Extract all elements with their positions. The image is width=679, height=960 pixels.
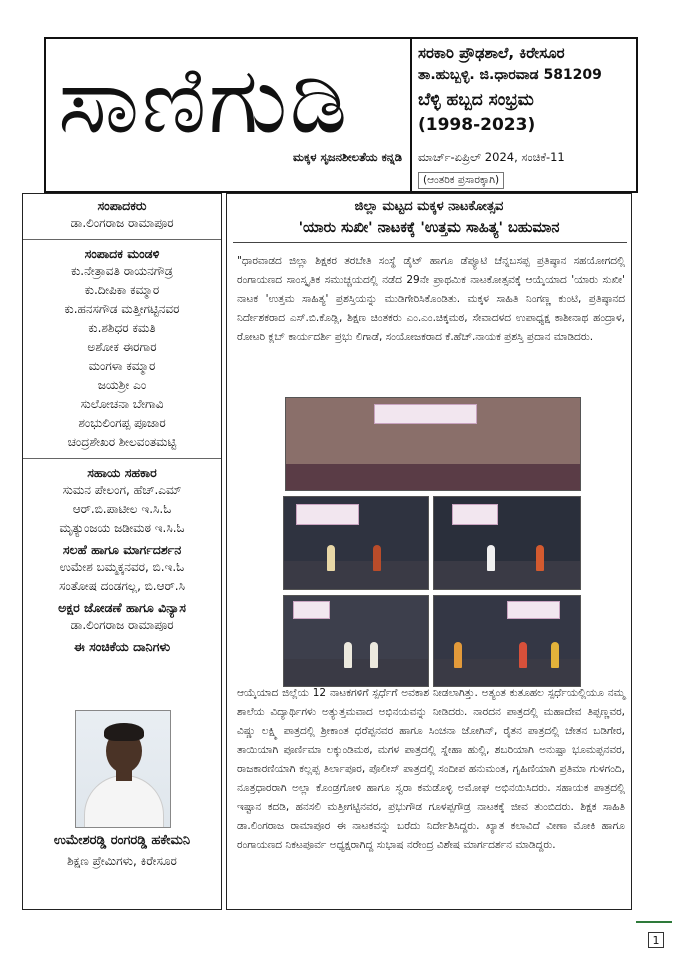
article-paragraph-1: "ಧಾರವಾಡದ ಜಿಲ್ಲಾ ಶಿಕ್ಷಕರ ತರಬೇತಿ ಸಂಸ್ಥೆ ಡೈಟ್ ಹಾಗೂ ಡೆಪ್ಯೂಟಿ ಚೆನ್ನಬಸಪ್ಪ ಪ್ರತಿಷ್ಠಾನ ಸಹಯೋಗದಲ್ಲಿ ರಂಗಾಯಣದ ಸಾಂಸ್ಕೃತಿಕ ಸಮುಚ್ಚಯದಲ್ಲಿ ನಡೆದ 29ನೇ ಪ್ರಾಥಮಿಕ ನಾಟಕೋತ್ಸವಕ್ಕೆ ಆಯ್ಕೆಯಾದ 'ಯಾರು ಸುಖೀ' ನಾಟಕ 'ಉತ್ತಮ ಸಾಹಿತ್ಯ' ಪ್ರಶಸ್ತಿಯನ್ನು ಮುಡಿಗೇರಿಸಿಕೊಂಡಿತು. ಮಕ್ಕಳ ಸಾಹಿತಿ ನಿಂಗಣ್ಣ ಕುಂಟಿ, ಪ್ರತಿಷ್ಠಾನದ ನಿರ್ದೇಶಕರಾದ ಎಸ್.ಬಿ.ಕೊಡ್ಲಿ, ಶಿಕ್ಷಣ ಚಿಂತಕರು ಎಂ.ಎಂ.ಚಿಕ್ಕಮಠ, ಸೇವಾದಳದ ಉಪಾಧ್ಯಕ್ಷ ಕಾಶೀನಾಥ ಹಂದ್ರಾಳ, ರೋಟರಿ ಕ್ಲಬ್ ಕಾರ್ಯದರ್ಶಿ ಪ್ರಭು ಲಿಗಾಡೆ, ಸಂಯೋಜಕರಾದ ಕೆ.ಹೆಚ್.ನಾಯಕ ಪ್ರಶಸ್ತಿ ಪ್ರದಾನ ಮಾಡಿದರು. [237, 255, 625, 343]
board-member: ಚಂದ್ರಶೇಖರ ಶೀಲವಂತಮಟ್ಟಿ [67, 435, 177, 449]
school-address: ತಾ.ಹುಬ್ಬಳ್ಳಿ. ಜಿ.ಧಾರವಾಡ 581209 [418, 67, 602, 83]
actor-figure [454, 642, 462, 668]
actor-figure [536, 545, 544, 571]
advice-member: ಉಮೇಶ ಬಮ್ಮಕ್ಕನವರ, ಬಿ.ಇ.ಓ [59, 560, 185, 574]
divider [23, 458, 221, 459]
editor-name: ಡಾ.ಲಿಂಗರಾಜ ರಾಮಾಪೂರ [70, 216, 174, 230]
photo-stage [434, 561, 580, 589]
stage-photo [433, 496, 581, 590]
assist-title: ಸಹಾಯ ಸಹಕಾರ [87, 465, 157, 480]
article-headline: 'ಯಾರು ಸುಖೀ' ನಾಟಕಕ್ಕೆ 'ಉತ್ತಮ ಸಾಹಿತ್ಯ' ಬಹುಮಾನ [298, 220, 560, 236]
jubilee-title: ಬೆಳ್ಳಿ ಹಬ್ಬದ ಸಂಭ್ರಮ [418, 90, 534, 110]
donor-photo [75, 710, 171, 828]
sidebar-credits [22, 193, 222, 910]
page-number-rule [636, 921, 672, 923]
photo-banner [293, 601, 330, 619]
headline-rule [233, 242, 627, 243]
actor-figure [487, 545, 495, 571]
board-member: ಕು.ಶಶಿಧರ ಕಮತಿ [88, 321, 156, 335]
main-article [226, 193, 632, 910]
layout-name: ಡಾ.ಲಿಂಗರಾಜ ರಾಮಾಪೂರ [70, 618, 174, 632]
donor-name: ಉಮೇಶರಡ್ಡಿ ರಂಗರಡ್ಡಿ ಹಕೇಮನಿ [53, 833, 191, 848]
school-name: ಸರಕಾರಿ ಪ್ರೌಢಶಾಲೆ, ಕಿರೇಸೂರ [418, 44, 565, 62]
layout-title: ಅಕ್ಷರ ಜೋಡಣೆ ಹಾಗೂ ವಿನ್ಯಾಸ [58, 600, 186, 615]
board-member: ಶಂಭುಲಿಂಗಪ್ಪ ಪೂಜಾರ [78, 416, 166, 430]
board-section [23, 246, 221, 452]
board-member: ಕು.ನೇತ್ರಾವತಿ ರಾಯನಗೌಡ್ರ [71, 264, 173, 278]
actor-figure [344, 642, 352, 668]
photo-stage [286, 464, 580, 490]
photo-banner [374, 404, 477, 424]
donor-title: ಈ ಸಂಚಿಕೆಯ ದಾನಿಗಳು [73, 639, 171, 654]
stage-photo [283, 595, 429, 687]
photo-hair [104, 723, 144, 741]
newsletter-tagline: ಮಕ್ಕಳ ಸೃಜನಶೀಲತೆಯ ಕನ್ನಡಿ [293, 150, 402, 164]
board-member: ಅಶೋಕ ಈರಗಾರ [87, 340, 157, 354]
photo-banner [452, 504, 499, 524]
school-info [418, 42, 634, 138]
photo-banner [296, 504, 359, 524]
actor-figure [551, 642, 559, 668]
group-photo [285, 397, 581, 491]
stage-photo [433, 595, 581, 687]
photo-stage [284, 561, 428, 589]
internal-circulation-note: (ಆಂತರಿಕ ಪ್ರಸಾರಕ್ಕಾಗಿ) [418, 172, 504, 189]
board-member: ಮಂಗಳಾ ಕಮ್ಮಾರ [88, 359, 156, 373]
editor-section [23, 198, 221, 233]
board-title: ಸಂಪಾದಕ ಮಂಡಳಿ [84, 246, 160, 261]
assist-section [23, 465, 221, 655]
actor-figure [327, 545, 335, 571]
stage-photo [283, 496, 429, 590]
photo-collage [283, 397, 581, 687]
photo-banner [507, 601, 560, 619]
board-member: ಸುಲೋಚನಾ ಬೇಗಾವಿ [80, 397, 164, 411]
divider [23, 239, 221, 240]
issue-info: ಮಾರ್ಚ್-ಏಪ್ರಿಲ್ 2024, ಸಂಚಿಕೆ-11 [418, 150, 565, 164]
advice-title: ಸಲಹೆ ಹಾಗೂ ಮಾರ್ಗದರ್ಶನ [62, 542, 182, 557]
donor-role: ಶಿಕ್ಷಣ ಪ್ರೇಮಿಗಳು, ಕಿರೇಸೂರ [67, 854, 177, 868]
assist-member: ಮೃತ್ಯುಂಜಯ ಜಡೀಮಠ ಇ.ಸಿ.ಓ [59, 521, 185, 535]
photo-shirt [84, 775, 164, 828]
photo-stage [284, 659, 428, 686]
board-member: ಕು.ದೀಪಿಕಾ ಕಮ್ಮಾರ [84, 283, 160, 297]
article-kicker: ಜಿಲ್ಲಾ ಮಟ್ಟದ ಮಕ್ಕಳ ನಾಟಕೋತ್ಸವ [354, 199, 504, 214]
masthead [44, 37, 410, 193]
article-paragraph-2: ಆಯ್ಕೆಯಾದ ಜಿಲ್ಲೆಯ 12 ನಾಟಕಗಳಿಗೆ ಸ್ಪರ್ಧೆಗೆ ಅವಕಾಶ ನೀಡಲಾಗಿತ್ತು. ಅತ್ಯಂತ ಕುತೂಹಲ ಸ್ಪರ್ಧೆಯಲ್ಲಿಯೂ ನಮ್ಮ ಶಾಲೆಯ ವಿದ್ಯಾರ್ಥಿಗಳು ಅತ್ಯುತ್ತಮವಾದ ಅಭಿನಯವನ್ನು ನೀಡಿದರು. ನಾರದನ ಪಾತ್ರದಲ್ಲಿ ಮಹಾದೇವ ತಿಪ್ಪಣ್ಣವರ, ವಿಷ್ಣು ಲಕ್ಷ್ಮಿ ಪಾತ್ರದಲ್ಲಿ ಶ್ರೀಕಾಂತ ಧರೆಪ್ಪನವರ ಹಾಗೂ ಸಿಂಚನಾ ಜೋಗಿನ್, ರೈತನ ಪಾತ್ರದಲ್ಲಿ ಚೇತನ ಬಡಿಗೇರ, ತಾಯಿಯಾಗಿ ಪೂರ್ಣಿಮಾ ಲಕ್ಕುಂಡಿಮಠ, ಮಗಳ ಪಾತ್ರದಲ್ಲಿ ಸ್ನೇಹಾ ಹುಲ್ಲಿ, ಶಬರಿಯಾಗಿ ಅನುಷ್ಪಾ ಭೂಮಪ್ಪನವರ, ರಾಜಕಾರಣಿಯಾಗಿ ಕಲ್ಲಪ್ಪ ತಿರ್ಲಾಪೂರ, ಪೊಲೀಸ್ ಪಾತ್ರದಲ್ಲಿ ಸಂದೀಪ ಹನುಮಂತ, ಗೃಹಿಣಿಯಾಗಿ ಪ್ರತಿಮಾ ಗುಳಗಂದಿ, ನೂತ್ರಧಾರರಾಗಿ ಅಲ್ಲಾ ಕೊಂಡ್ರಗೋಳಿ ಹಾಗೂ ಸ್ವರಾ ಕಮಡೊಳ್ಳಿ ಅಮೋಘ ಅಭಿನಯಿಸಿದರು. ಸಹಾಯಕ ಪಾತ್ರದಲ್ಲಿ ಇಷ್ಟಾನ ಕದಡಿ, ಹನಸಲಿ ಮತ್ತೀಗಟ್ಟಿನವರ, ಪ್ರಭುಗೌಡ ಗೂಳಪ್ಪಗೌಡ್ರ ನಾಟಕಕ್ಕೆ ಜೀವ ತುಂಬಿದರು. ಶಿಕ್ಷಕ ಸಾಹಿತಿ ಡಾ.ಲಿಂಗರಾಜ ರಾಮಾಪೂರ ಈ ನಾಟಕವನ್ನು ಬರೆದು ನಿರ್ದೇಶಿಸಿದ್ದರು. ಖ್ಯಾತ ಕಲಾವಿದೆ ವೀಣಾ ಮೋಕಿ ಹಾಗೂ ರಂಗಾಯಣದ ನಿಕಟಪೂರ್ವ ಅಧ್ಯಕ್ಷರಾಗಿದ್ದ ಸುಭಾಷ ನರೇಂದ್ರ ವಿಶೇಷ ಮಾರ್ಗದರ್ಶನ ಮಾಡಿದ್ದರು. [237, 687, 625, 851]
newsletter-logo: ಸಾಣಿಗುಡಿ [58, 47, 350, 154]
masthead-divider [410, 37, 412, 193]
assist-member: ಆರ್.ಬಿ.ಪಾಟೀಲ ಇ.ಸಿ.ಓ [72, 502, 172, 516]
assist-member: ಸುಮನ ಪೇಲಂಗ, ಹೆಚ್.ಎಮ್ [62, 483, 182, 497]
actor-figure [373, 545, 381, 571]
board-member: ಕು.ಹನಸಗೌಡ ಮತ್ತೀಗಟ್ಟಿನವರ [64, 302, 180, 316]
actor-figure [519, 642, 527, 668]
page-number: 1 [648, 932, 664, 948]
board-member: ಜಯಶ್ರೀ ಎಂ [97, 378, 147, 392]
editor-title: ಸಂಪಾದಕರು [97, 198, 147, 213]
actor-figure [370, 642, 378, 668]
jubilee-years: (1998-2023) [418, 115, 536, 135]
advice-member: ಸಂತೋಷ ದಂಡಗಲ್ಲ, ಬಿ.ಆರ್.ಸಿ [59, 579, 185, 593]
